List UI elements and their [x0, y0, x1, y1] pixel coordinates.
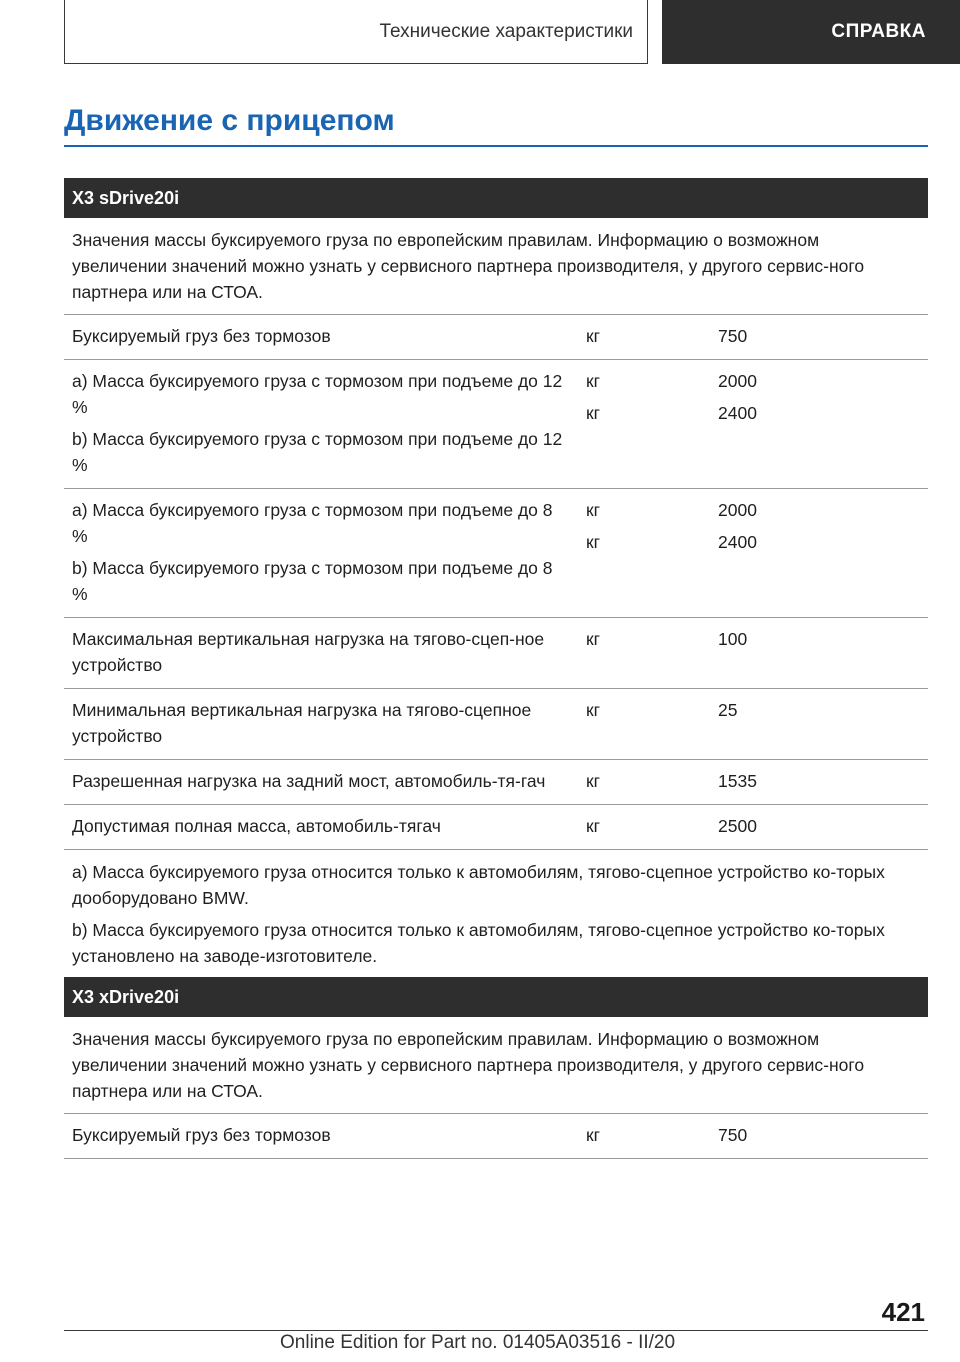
row-unit: кг: [586, 1125, 601, 1145]
table-row: [64, 360, 928, 489]
footnote-b: b) Масса буксируемого груза относится только к автомобилям, тягово-сцепное устройство ко-торых установлено на заводе-изготовителе.: [72, 920, 885, 966]
title-divider: [64, 145, 928, 147]
table-footnotes: [64, 850, 928, 979]
page-number: 421: [881, 1297, 925, 1327]
row-value: 2000 2400: [718, 371, 757, 423]
row-label: Максимальная вертикальная нагрузка на тягово-сцеп-ное устройство: [72, 629, 545, 675]
spec-table-xdrive20i: [64, 977, 928, 1159]
row-value: 100: [718, 629, 748, 649]
table-row: [64, 618, 928, 689]
row-value: 2500: [718, 816, 757, 836]
row-value: 1535: [718, 771, 757, 791]
row-unit: кг: [586, 771, 601, 791]
footer-edition-link[interactable]: Online Edition for Part no. 01405A03516 - II/20: [280, 1332, 676, 1353]
header-chapter-tab[interactable]: [662, 0, 960, 64]
row-unit: кг кг: [586, 500, 601, 552]
section-heading: X3 sDrive20i: [64, 178, 928, 218]
header-section-title-text: Технические характеристики: [379, 20, 633, 42]
row-value: 2000 2400: [718, 500, 757, 552]
section-heading: X3 xDrive20i: [64, 977, 928, 1017]
table-row: [64, 805, 928, 850]
row-label: Буксируемый груз без тормозов: [72, 326, 331, 346]
table-row: [64, 760, 928, 805]
row-label: a) Масса буксируемого груза с тормозом при подъеме до 12 % b) Масса буксируемого груза с тормозом при подъеме до 12 %: [72, 371, 563, 475]
header-chapter-text: СПРАВКА: [831, 21, 926, 42]
spec-table-sdrive20i: [64, 178, 928, 979]
row-unit: кг: [586, 816, 601, 836]
row-label: Минимальная вертикальная нагрузка на тягово-сцепное устройство: [72, 700, 532, 746]
header-section-title: [64, 0, 648, 64]
table-row: [64, 1114, 928, 1159]
page-title: Движение с прицепом: [64, 104, 395, 137]
table-row: [64, 315, 928, 360]
section-intro: Значения массы буксируемого груза по европейским правилам. Информацию о возможном увеличении значений можно узнать у сервисного партнера производителя, у другого сервис-ного партнера или на СТОА.: [64, 1017, 928, 1114]
table-row: [64, 689, 928, 760]
row-value: 25: [718, 700, 738, 720]
row-label: Буксируемый груз без тормозов: [72, 1125, 331, 1145]
row-label: Разрешенная нагрузка на задний мост, автомобиль-тя-гач: [72, 771, 546, 791]
row-unit: кг кг: [586, 371, 601, 423]
row-value: 750: [718, 326, 748, 346]
footnote-a: a) Масса буксируемого груза относится только к автомобилям, тягово-сцепное устройство ко-торых дооборудовано BMW.: [72, 862, 885, 908]
row-unit: кг: [586, 629, 601, 649]
row-unit: кг: [586, 700, 601, 720]
footer-divider: [64, 1330, 928, 1331]
row-label: Допустимая полная масса, автомобиль-тягач: [72, 816, 441, 836]
table-row: [64, 489, 928, 618]
row-label: a) Масса буксируемого груза с тормозом при подъеме до 8 % b) Масса буксируемого груза с тормозом при подъеме до 8 %: [72, 500, 553, 604]
row-unit: кг: [586, 326, 601, 346]
row-value: 750: [718, 1125, 748, 1145]
section-intro: Значения массы буксируемого груза по европейским правилам. Информацию о возможном увеличении значений можно узнать у сервисного партнера производителя, у другого сервис-ного партнера или на СТОА.: [64, 218, 928, 315]
